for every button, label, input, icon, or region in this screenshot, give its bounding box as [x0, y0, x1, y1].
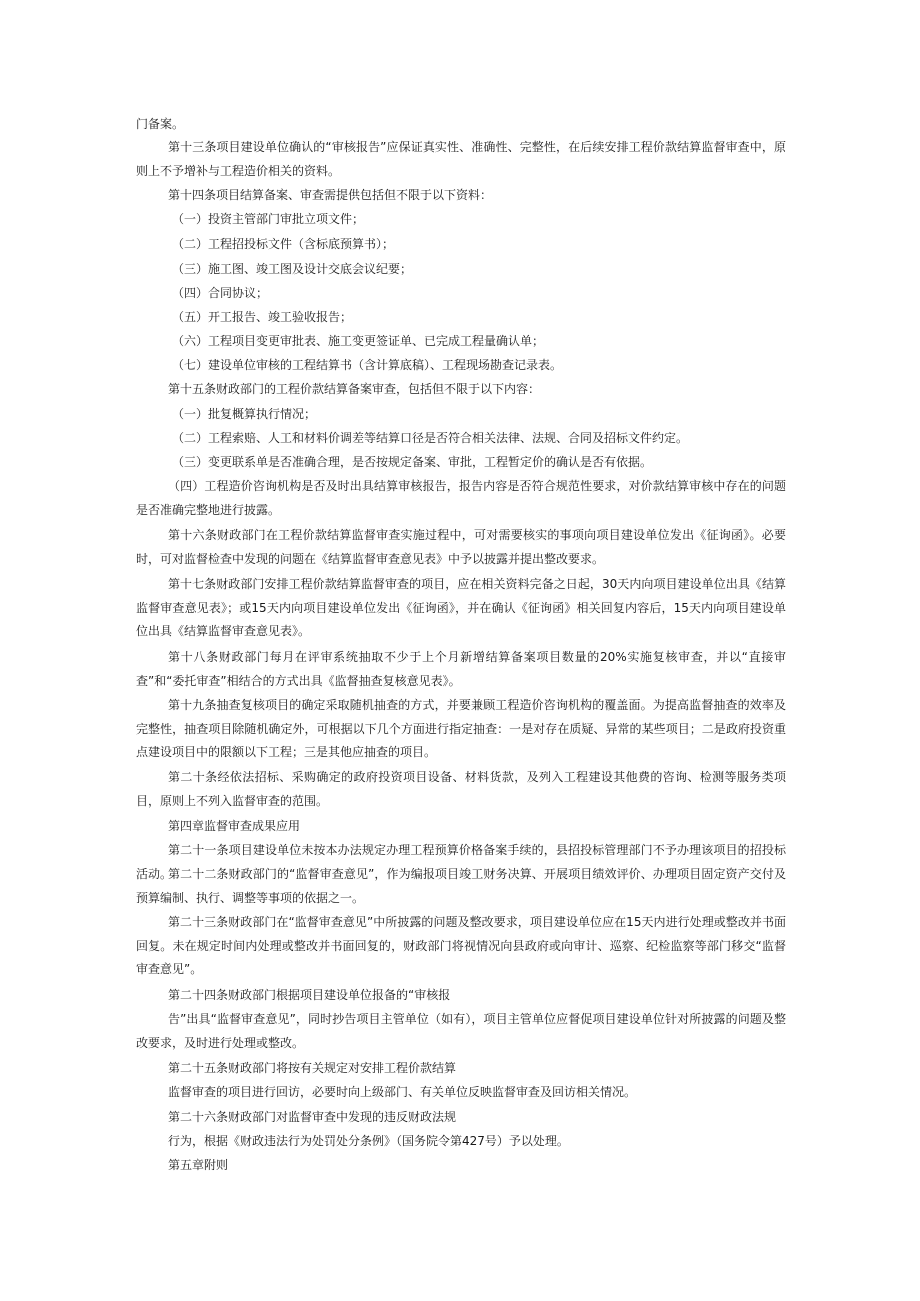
list-item: （四）工程造价咨询机构是否及时出具结算审核报告，报告内容是否符合规范性要求，对价款结算审核中存在的问题是否准确完整地进行披露。 — [136, 479, 786, 517]
article-13: 第十三条项目建设单位确认的“审核报告”应保证真实性、准确性、完整性，在后续安排工程价款结算监督审查中，原则上不予增补与工程造价相关的资料。 — [136, 140, 786, 178]
list-item: （七）建设单位审核的工程结算书（含计算底稿）、工程现场勘查记录表。 — [172, 358, 563, 372]
article-18: 第十八条财政部门每月在评审系统抽取不少于上个月新增结算备案项目数量的20%实施复核审查，并以“直接审查”和“委托审查”相结合的方式出具《监督抽查复核意见表》。 — [136, 650, 786, 688]
article-17: 第十七条财政部门安排工程价款结算监督审查的项目，应在相关资料完备之日起，30天内向项目建设单位出具《结算监督审查意见表》；或15天内向项目建设单位发出《征询函》，并在确认《征询函》相关回复内容后，15天内向项目建设单位出具《结算监督审查意见表》。 — [136, 577, 786, 638]
article-25-continued: 监督审查的项目进行回访，必要时向上级部门、有关单位反映监督审查及回访相关情况。 — [168, 1085, 637, 1099]
list-item: （二）工程招投标文件（含标底预算书）； — [172, 237, 395, 251]
article-14: 第十四条项目结算备案、审查需提供包括但不限于以下资料： — [168, 188, 493, 202]
list-item: （六）工程项目变更审批表、施工变更签证单、已完成工程量确认单； — [172, 334, 545, 348]
article-24-continued: 告”出具“监督审查意见”，同时抄告项目主管单位（如有），项目主管单位应督促项目建设单位针对所披露的问题及整改要求，及时进行处理或整改。 — [136, 1012, 786, 1050]
article-25: 第二十五条财政部门将按有关规定对安排工程价款结算 — [168, 1061, 457, 1075]
article-15: 第十五条财政部门的工程价款结算备案审查，包括但不限于以下内容： — [168, 382, 541, 396]
article-19: 第十九条抽查复核项目的确定采取随机抽查的方式，并要兼顾工程造价咨询机构的覆盖面。为提高监督抽查的效率及完整性，抽查项目除随机确定外，可根据以下几个方面进行指定抽查：一是对存在质疑、异常的某些项目；二是政府投资重点建设项目中的限额以下工程；三是其他应抽查的项目。 — [136, 698, 786, 759]
article-22: 第二十二条财政部门的“监督审查意见”，作为编报项目竣工财务决算、开展项目绩效评价、办理项目固定资产交付及预算编制、执行、调整等事项的依据之一。 — [136, 867, 786, 905]
article-23: 第二十三条财政部门在“监督审查意见”中所披露的问题及整改要求，项目建设单位应在15天内进行处理或整改并书面回复。未在规定时间内处理或整改并书面回复的，财政部门将视情况向县政府或向审计、巡察、纪检监察等部门移交“监督审查意见”。 — [136, 915, 786, 976]
article-26-continued: 行为，根据《财政违法行为处罚处分条例》（国务院令第427号）予以处理。 — [168, 1134, 569, 1148]
article-26: 第二十六条财政部门对监督审查中发现的违反财政法规 — [168, 1110, 457, 1124]
list-item: （一）批复概算执行情况； — [172, 407, 317, 421]
list-item: （五）开工报告、竣工验收报告； — [172, 310, 353, 324]
chapter-4-heading: 第四章监督审查成果应用 — [168, 819, 301, 833]
list-item: （四）合同协议； — [172, 286, 269, 300]
list-item: （三）施工图、竣工图及设计交底会议纪要； — [172, 262, 413, 276]
list-item: （三）变更联系单是否准确合理，是否按规定备案、审批，工程暂定价的确认是否有依据。 — [172, 455, 653, 469]
article-16: 第十六条财政部门在工程价款结算监督审查实施过程中，可对需要核实的事项向项目建设单位发出《征询函》。必要时，可对监督检查中发现的问题在《结算监督审查意见表》中予以披露并提出整改要求。 — [136, 528, 786, 566]
chapter-5-heading: 第五章附则 — [168, 1158, 229, 1172]
paragraph-continuation: 门备案。 — [136, 117, 185, 131]
list-item: （二）工程索赔、人工和材料价调差等结算口径是否符合相关法律、法规、合同及招标文件约定。 — [172, 431, 689, 445]
article-21: 第二十一条项目建设单位未按本办法规定办理工程预算价格备案手续的，县招投标管理部门不予办理该项目的招投标活动。 — [136, 843, 786, 881]
article-24: 第二十四条财政部门根据项目建设单位报备的“审核报 — [168, 988, 451, 1002]
article-20: 第二十条经依法招标、采购确定的政府投资项目设备、材料货款，及列入工程建设其他费的咨询、检测等服务类项目，原则上不列入监督审查的范围。 — [136, 770, 786, 808]
list-item: （一）投资主管部门审批立项文件； — [172, 212, 365, 226]
